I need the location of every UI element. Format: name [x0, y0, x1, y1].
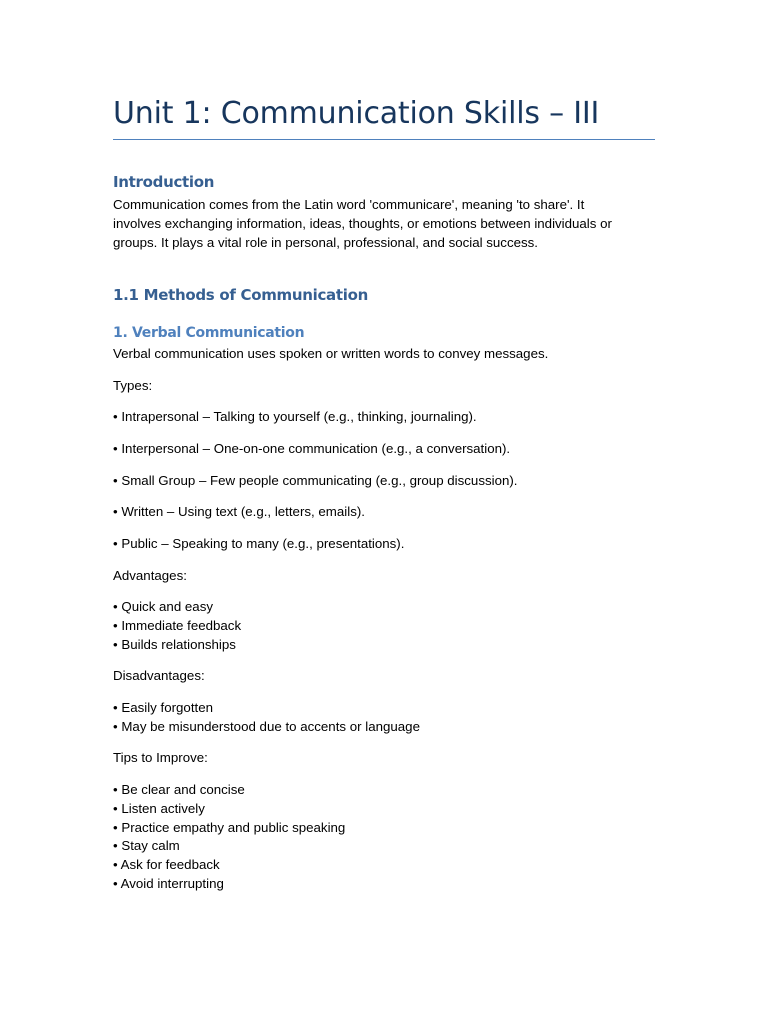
tips-list	[113, 781, 655, 894]
title-divider	[113, 139, 655, 140]
disadvantage-item: • Easily forgotten	[113, 700, 213, 715]
type-item: • Intrapersonal – Talking to yourself (e.g., thinking, journaling).	[113, 409, 477, 424]
introduction-paragraph	[113, 196, 655, 252]
advantages-label: Advantages:	[113, 568, 187, 583]
tip-item: • Listen actively	[113, 800, 205, 816]
tip-item: • Stay calm	[113, 838, 180, 854]
introduction-line: groups. It plays a vital role in personal, professional, and social success.	[113, 234, 538, 250]
type-item: • Written – Using text (e.g., letters, emails).	[113, 504, 365, 519]
type-item: • Small Group – Few people communicating (e.g., group discussion).	[113, 473, 518, 488]
tip-item: • Practice empathy and public speaking	[113, 819, 346, 835]
advantage-item: • Builds relationships	[113, 636, 236, 652]
subsection-heading-verbal: 1. Verbal Communication	[113, 325, 305, 341]
tip-item: • Be clear and concise	[113, 782, 245, 797]
document-title: Unit 1: Communication Skills – III	[113, 96, 600, 131]
tips-label: Tips to Improve:	[113, 750, 208, 765]
type-item: • Interpersonal – One-on-one communication (e.g., a conversation).	[113, 441, 511, 456]
introduction-line: involves exchanging information, ideas, thoughts, or emotions between individuals or	[113, 215, 612, 231]
tip-item: • Ask for feedback	[113, 857, 220, 873]
disadvantages-label: Disadvantages:	[113, 668, 205, 683]
advantage-item: • Immediate feedback	[113, 617, 242, 633]
advantages-list	[113, 598, 655, 654]
introduction-heading: Introduction	[113, 173, 215, 191]
disadvantage-item: • May be misunderstood due to accents or language	[113, 718, 420, 734]
type-item: • Public – Speaking to many (e.g., presentations).	[113, 536, 405, 551]
advantage-item: • Quick and easy	[113, 599, 213, 614]
section-heading-methods: 1.1 Methods of Communication	[113, 286, 368, 304]
types-label: Types:	[113, 378, 153, 393]
verbal-description: Verbal communication uses spoken or written words to convey messages.	[113, 346, 549, 361]
disadvantages-list	[113, 699, 655, 737]
introduction-line: Communication comes from the Latin word 'communicare', meaning 'to share'. It	[113, 197, 585, 212]
tip-item: • Avoid interrupting	[113, 875, 224, 891]
